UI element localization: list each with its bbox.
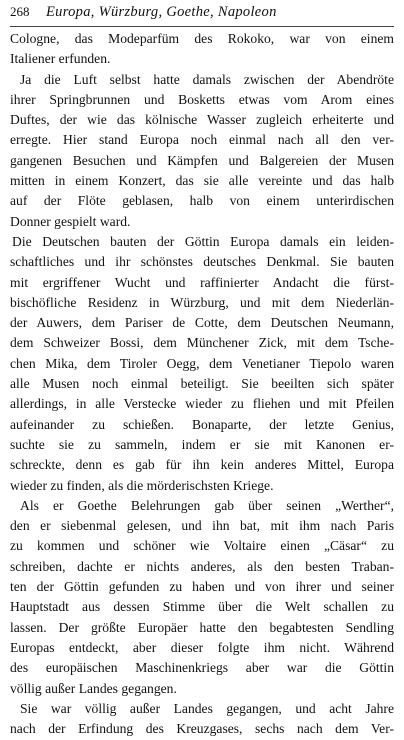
text-line: Als er Goethe Belehrungen gab über seinen „Werther“, <box>20 497 394 513</box>
paragraph-5 <box>10 699 394 740</box>
book-page <box>10 4 394 739</box>
text-line: Ja die Luft selbst hatte damals zwischen der Abendröte <box>20 71 394 87</box>
paragraph-4 <box>10 496 394 699</box>
text-line: den er siebenmal gelesen, und ihn bat, mit ihm nach Paris <box>10 518 394 534</box>
text-line: alle Musen noch einmal beteiligt. Sie beeilten sich später <box>10 376 394 392</box>
text-line: Donner gespielt ward. <box>10 213 131 229</box>
text-line: ihrer Springbrunnen und Bosketts etwas vom Arom eines <box>10 91 394 107</box>
text-line: völlig außer Landes gegangen. <box>10 680 177 696</box>
text-line: zu kommen und schöner wie Voltaire einen „Cäsar“ zu <box>10 538 394 554</box>
text-line: chen Mika, dem Tiroler Oegg, dem Venetianer Tiepolo waren <box>10 355 394 371</box>
text-line: lassen. Der größte Europäer hatte den begabtesten Sendling <box>10 619 394 635</box>
text-line: mitten in einem Konzert, das sie alle vereinte und das halb <box>10 173 394 189</box>
text-line: suchte sie zu sammeln, indem er sie mit Kanonen er- <box>10 436 394 452</box>
text-line: schaftliches und ihr schönstes deutsches Denkmal. Sie bauten <box>10 254 394 270</box>
paragraph-3 <box>10 232 394 496</box>
text-line: Duftes, der wie das kölnische Wasser zugleich erheiterte und <box>10 112 394 128</box>
body-text <box>10 29 394 739</box>
text-line: bischöfliche Residenz in Würzburg, und mit dem Niederlän- <box>10 294 394 310</box>
text-line: allerdings, in alle Verstecke wieder zu fliehen und mit Pfeilen <box>10 396 394 412</box>
text-line: dem Schweizer Bossi, dem Münchener Zick, mit dem Tsche- <box>10 335 394 351</box>
text-line: nach der Erfindung des Kreuzgases, sechs nach dem Ver- <box>10 721 394 737</box>
text-line: der Auwers, dem Pariser de Cotte, dem Deutschen Neumann, <box>10 315 394 331</box>
page-number: 268 <box>10 4 30 19</box>
text-line: schreckte, denn es gab für ihn kein anderes Mittel, Europa <box>10 457 394 473</box>
text-line: ten der Göttin gefunden zu haben und von ihrer und seiner <box>10 579 394 595</box>
text-line: Sie war völlig außer Landes gegangen, und acht Jahre <box>20 700 394 716</box>
text-line: wieder zu finden, als die mörderischsten Kriege. <box>10 477 274 493</box>
text-line: aufeinander zu schießen. Bonaparte, der letzte Genius, <box>10 416 394 432</box>
text-line: Italiener erfunden. <box>10 51 111 67</box>
page-header <box>10 4 394 27</box>
text-line: mit ergriffener Wucht und raffinierter Andacht die fürst- <box>10 274 394 290</box>
text-line: Hauptstadt aus dessen Stimme über die Welt schallen zu <box>10 599 394 615</box>
paragraph-1 <box>10 29 394 70</box>
paragraph-2 <box>10 70 394 232</box>
text-line: Die Deutschen bauten der Göttin Europa damals ein leiden- <box>12 233 394 249</box>
text-line: Europas entdeckt, aber dieser folgte ihm nicht. Während <box>10 639 394 655</box>
text-line: Cologne, das Modeparfüm des Rokoko, war von einem <box>10 31 394 46</box>
text-line: des europäischen Maschinenkriegs aber war die Göttin <box>10 660 394 676</box>
text-line: erregte. Hier stand Europa noch einmal nach all den ver- <box>10 132 394 148</box>
text-line: schreiben, dachte er nichts anderes, als den besten Traban- <box>10 558 394 574</box>
text-line: gangenen Besuchen und Kämpfen und Balgereien der Musen <box>10 152 394 168</box>
running-head: Europa, Würzburg, Goethe, Napoleon <box>46 4 277 20</box>
text-line: auf der Flöte geblasen, halb von einem unterirdischen <box>10 193 394 209</box>
